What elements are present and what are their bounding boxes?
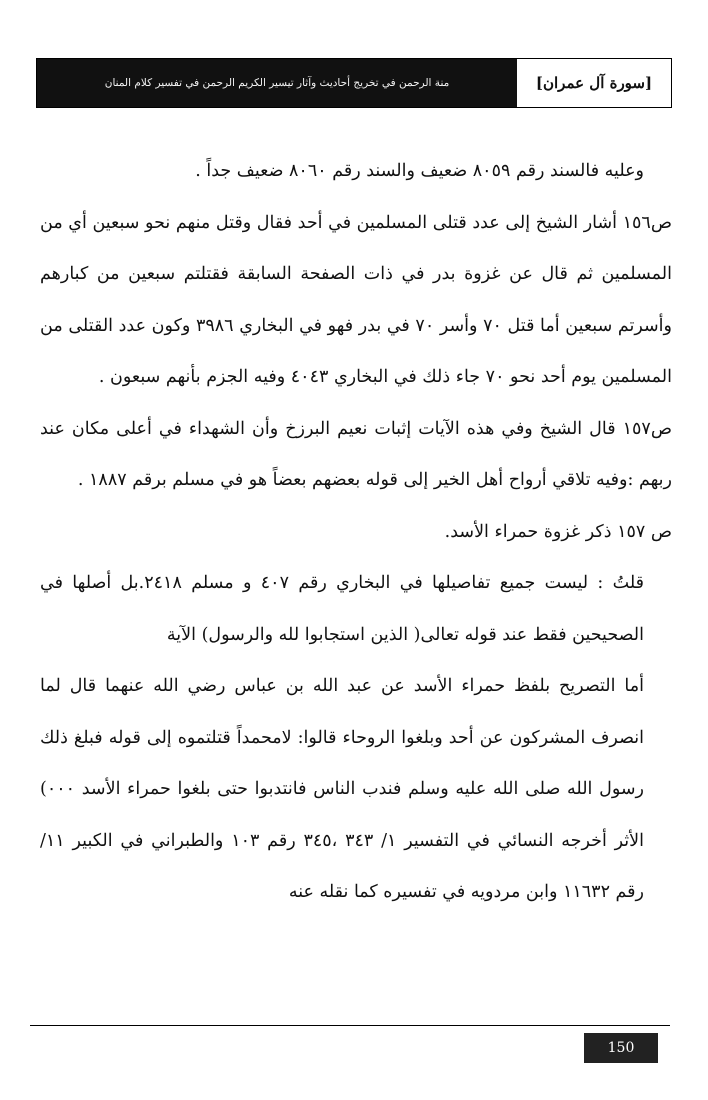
footer-rule [30,1025,670,1026]
paragraph-4: ص ١٥٧ ذكر غزوة حمراء الأسد. [444,521,672,542]
page-number: 150 [584,1033,658,1063]
body-text [40,146,672,919]
paragraph-5: قلتُ : ليست جميع تفاصيلها في البخاري رقم ٤٠٧ و مسلم ٢٤١٨.بل أصلها في الصحيحين فقط عند قوله تعالى( الذين استجابوا لله والرسول) الآية [40,573,644,645]
paragraph-6: أما التصريح بلفظ حمراء الأسد عن عبد الله بن عباس رضي الله عنهما قال لما انصرف المشركون عن أحد وبلغوا الروحاء قالوا: لامحمداً قتلتموه إلى قوله فبلغ ذلك رسول الله صلى الله عليه وسلم فندب الناس فانتدبوا حتى بلغوا حمراء الأسد ٠٠٠) الأثر أخرجه النسائي في التفسير ١/ ٣٤٣ ،٣٤٥ رقم ١٠٣ والطبراني في الكبير ١١/ رقم ١١٦٣٢ وابن مردويه في تفسيره كما نقله عنه [40,676,645,902]
running-header [36,58,672,108]
surah-label: [سورة آل عمران] [517,59,671,107]
paragraph-1: وعليه فالسند رقم ٨٠٥٩ ضعيف والسند رقم ٨٠٦٠ ضعيف جداً . [195,161,644,181]
paragraph-2: ص١٥٦ أشار الشيخ إلى عدد قتلى المسلمين في أحد فقال وقتل منهم نحو سبعين أي من المسلمين ثم قال عن غزوة بدر في ذات الصفحة السابقة فقتلتم سبعين من كبارهم وأسرتم سبعين أما قتل ٧٠ وأسر ٧٠ في بدر فهو في البخاري ٣٩٨٦ وكون عدد القتلى من المسلمين يوم أحد نحو ٧٠ جاء ذلك في البخاري ٤٠٤٣ وفيه الجزم بأنهم سبعون . [40,212,672,387]
book-title: منة الرحمن في تخريج أحاديث وآثار تيسير الكريم الرحمن في تفسير كلام المنان [37,59,517,107]
paragraph-3: ص١٥٧ قال الشيخ وفي هذه الآيات إثبات نعيم البرزخ وأن الشهداء في أعلى مكان عند ربهم :وفيه تلاقي أرواح أهل الخير إلى قوله بعضهم بعضاً هو في مسلم برقم ١٨٨٧ . [40,418,672,490]
